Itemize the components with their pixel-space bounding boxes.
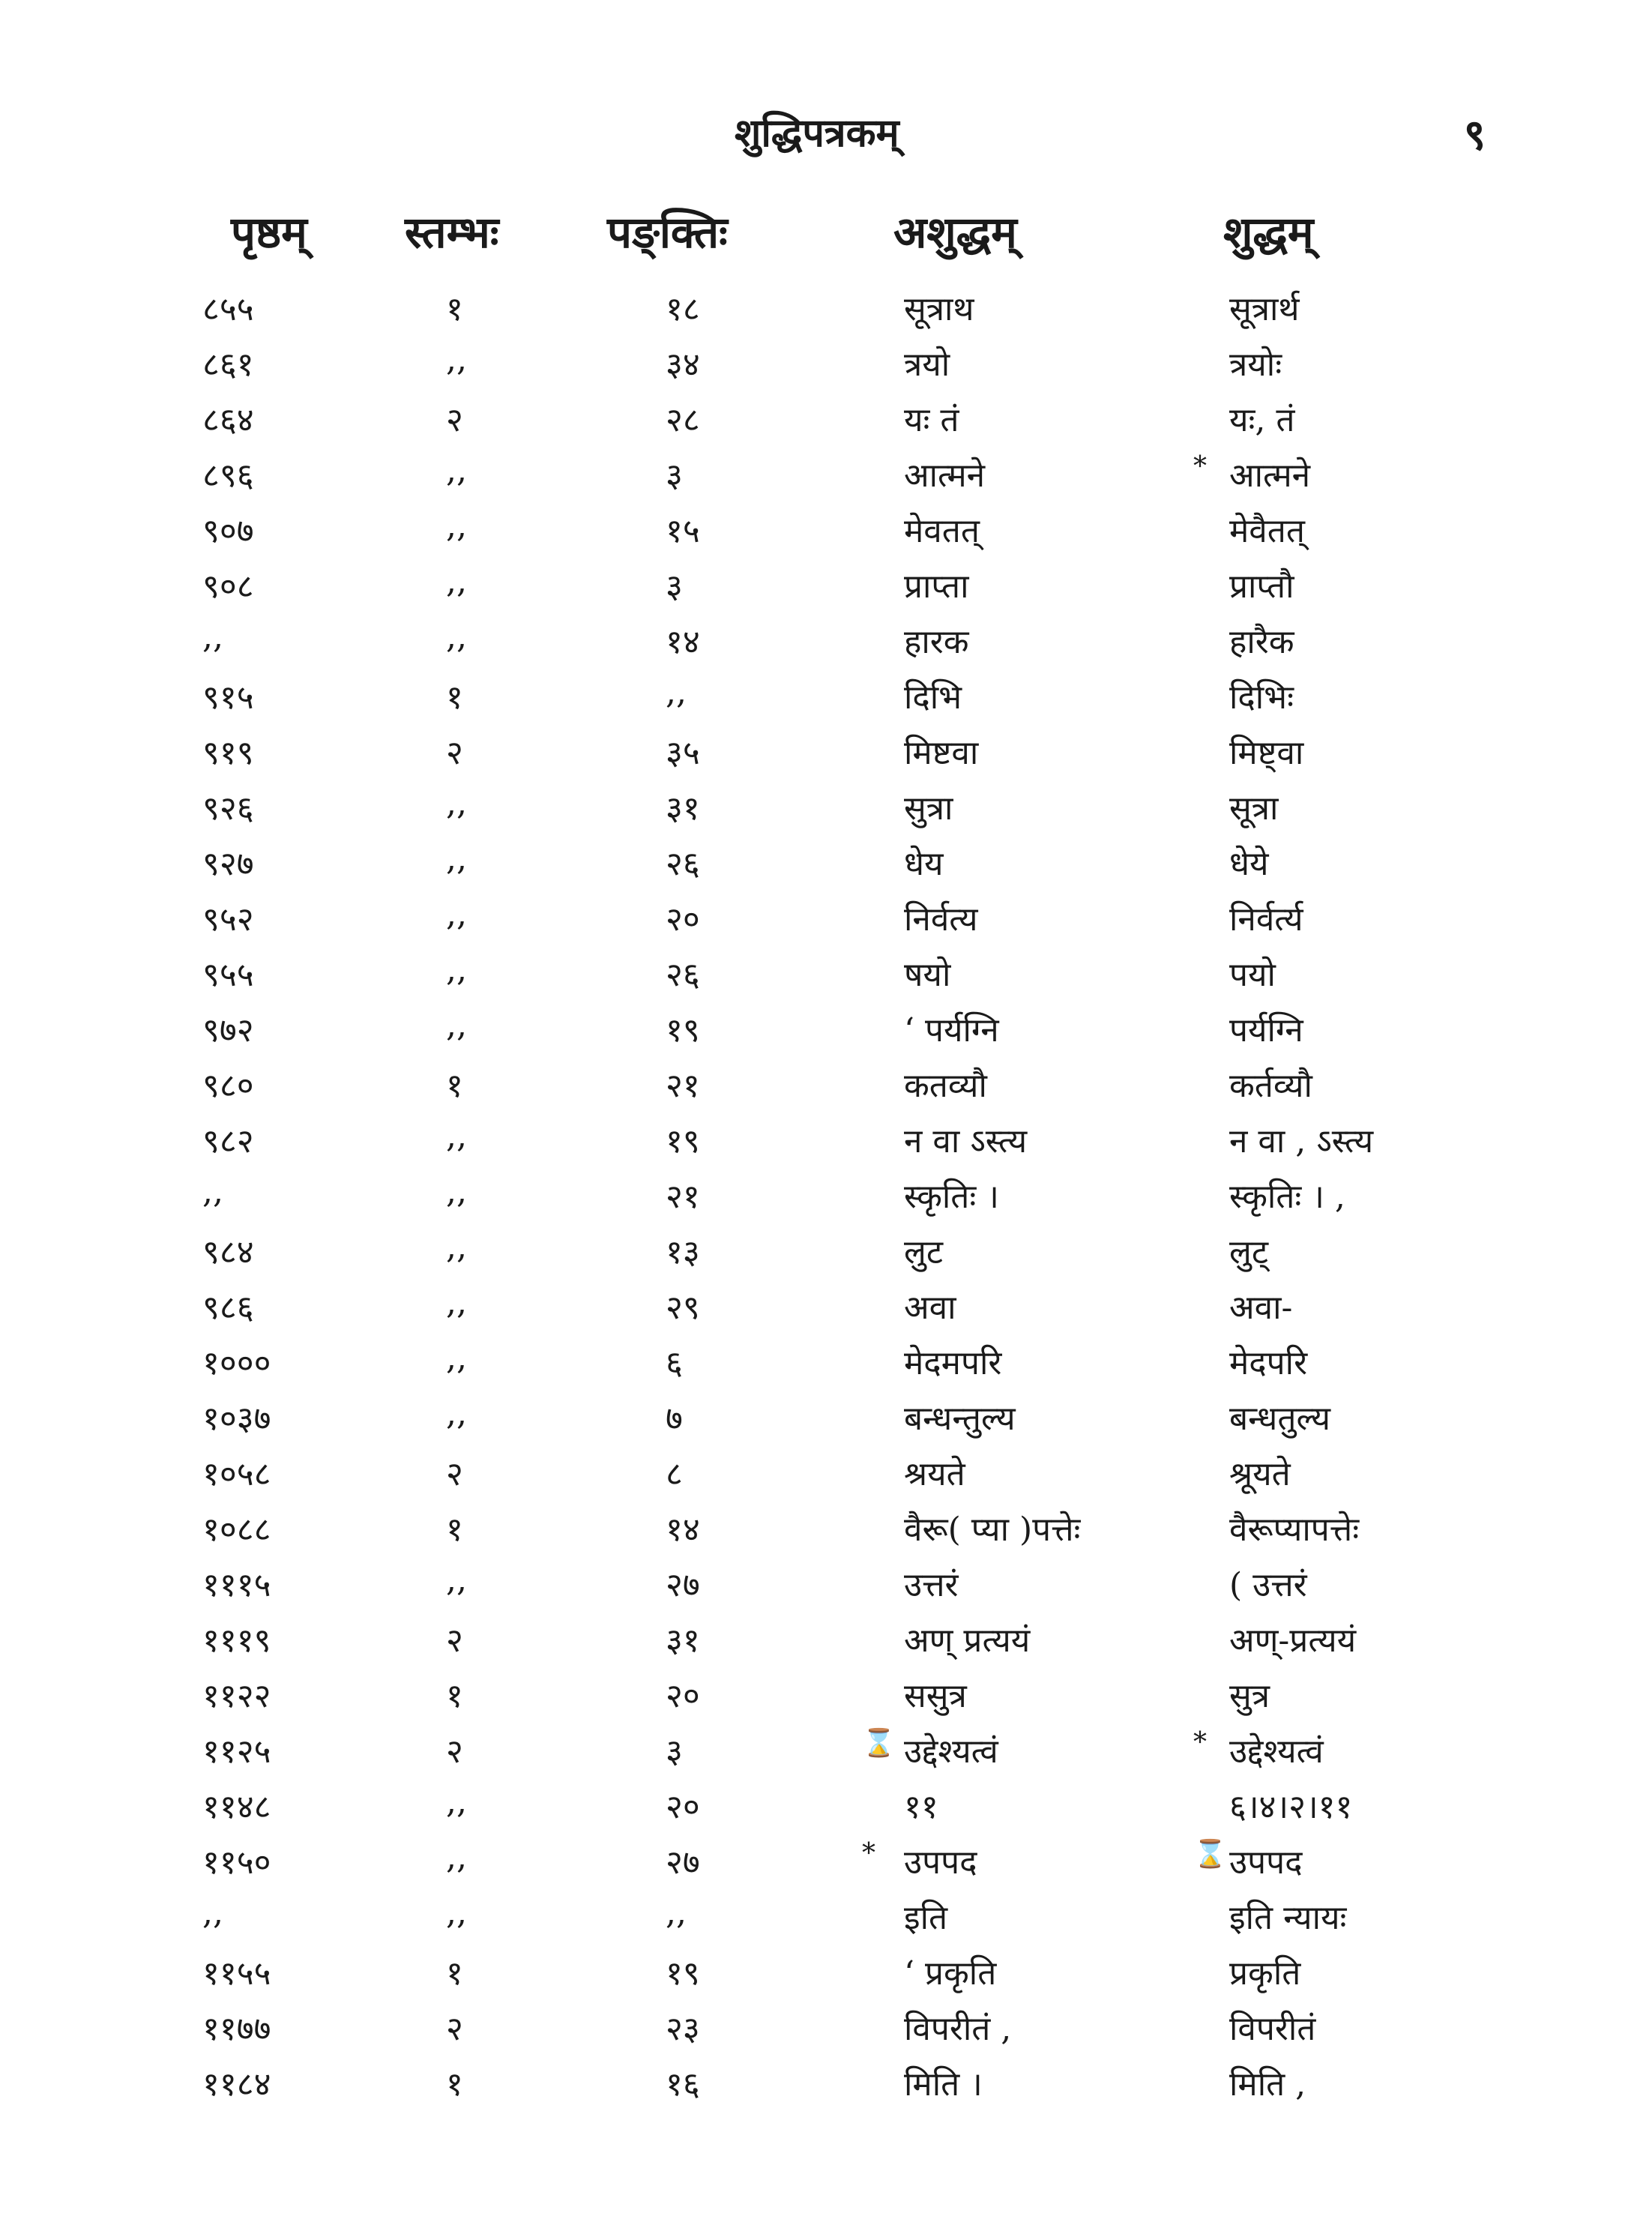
cell-correct: उद्देश्यत्वं (1229, 1732, 1324, 1771)
table-row (0, 396, 1652, 451)
table-row (0, 1062, 1652, 1117)
cell-incorrect: मिष्टवा (904, 734, 979, 772)
table-row (0, 562, 1652, 618)
cell-page: ९८२ (202, 1122, 254, 1160)
cell-line: २६ (666, 956, 700, 994)
cell-page: ११४८ (202, 1788, 271, 1826)
errata-table (0, 285, 1652, 2116)
cell-incorrect: धेय (904, 845, 944, 883)
cell-page: ८६१ (202, 346, 254, 384)
cell-incorrect: हारक (904, 623, 969, 661)
cell-line: २९ (666, 1289, 700, 1327)
cell-correct: पर्यग्नि (1229, 1011, 1303, 1050)
incorrect-marker-icon: ⌛ (862, 1728, 896, 1759)
cell-page: ९५५ (202, 956, 254, 994)
cell-page: १०५८ (202, 1455, 271, 1493)
cell-column: ,, (446, 784, 467, 822)
cell-column: १ (446, 290, 463, 328)
cell-incorrect: न वा ऽस्त्य (904, 1122, 1028, 1160)
table-row (0, 1616, 1652, 1672)
cell-correct: कर्तव्यौ (1229, 1067, 1312, 1105)
cell-line: १४ (666, 1511, 700, 1549)
cell-line: ,, (666, 1894, 687, 1932)
table-row (0, 1561, 1652, 1616)
cell-column: १ (446, 1067, 463, 1105)
cell-column: ,, (446, 1561, 467, 1599)
table-row (0, 1394, 1652, 1450)
cell-correct: सूत्रार्थ (1229, 290, 1300, 328)
table-row (0, 895, 1652, 951)
cell-line: २१ (666, 1178, 700, 1216)
table-row (0, 1450, 1652, 1505)
cell-page: ८५५ (202, 290, 254, 328)
table-row (0, 1283, 1652, 1339)
cell-correct: त्रयोः (1229, 346, 1282, 384)
cell-column: ,, (446, 1838, 467, 1876)
table-row (0, 1172, 1652, 1228)
cell-line: १९ (666, 1011, 700, 1050)
cell-line: ३१ (666, 789, 700, 828)
cell-correct: विपरीतं (1229, 2010, 1316, 2048)
cell-column: १ (446, 1511, 463, 1549)
cell-incorrect: त्रयो (904, 346, 950, 384)
table-row (0, 1894, 1652, 1949)
cell-line: २८ (666, 401, 700, 439)
cell-line: ३ (666, 457, 683, 495)
cell-incorrect: ‘ प्रकृति (904, 1954, 997, 1993)
cell-line: २३ (666, 2010, 700, 2048)
cell-correct: दिभिः (1229, 678, 1294, 717)
cell-incorrect: अण् प्रत्ययं (904, 1622, 1031, 1660)
cell-line: ३१ (666, 1622, 700, 1660)
cell-column: ,, (446, 1339, 467, 1377)
table-row (0, 1505, 1652, 1561)
cell-page: ११२२ (202, 1677, 271, 1715)
cell-page: ११२५ (202, 1732, 271, 1771)
cell-correct: प्राप्तौ (1229, 567, 1294, 606)
cell-column: ,, (446, 340, 467, 379)
cell-line: २० (666, 900, 700, 939)
cell-page: ९८४ (202, 1233, 254, 1271)
cell-correct: लुट् (1229, 1233, 1269, 1271)
table-row (0, 285, 1652, 340)
cell-line: २१ (666, 1067, 700, 1105)
cell-column: २ (446, 1622, 463, 1660)
cell-line: १३ (666, 1233, 700, 1271)
cell-page: ९२६ (202, 789, 254, 828)
table-row (0, 1672, 1652, 1727)
table-row (0, 1228, 1652, 1283)
cell-incorrect: ११ (904, 1788, 938, 1826)
header-column: स्तम्भः (405, 207, 499, 258)
incorrect-marker-icon: * (862, 1838, 875, 1869)
cell-incorrect: उपपद (904, 1843, 977, 1882)
cell-incorrect: दिभि (904, 678, 962, 717)
cell-page: ९७२ (202, 1011, 254, 1050)
cell-correct: प्रकृति (1229, 1954, 1301, 1993)
correct-marker-icon: * (1193, 1727, 1207, 1758)
cell-correct: वैरूप्यापत्तेः (1229, 1511, 1360, 1549)
cell-page: ९८० (202, 1067, 254, 1105)
table-row (0, 2060, 1652, 2116)
cell-column: ,, (446, 840, 467, 878)
cell-page: ११५० (202, 1843, 271, 1882)
cell-line: २७ (666, 1566, 700, 1604)
cell-page: ११७७ (202, 2010, 271, 2048)
cell-correct: हारैक (1229, 623, 1294, 661)
cell-page: ९१५ (202, 678, 254, 717)
cell-line: १८ (666, 290, 700, 328)
cell-line: ६ (666, 1344, 683, 1382)
cell-correct: स्कृतिः । , (1229, 1178, 1345, 1216)
cell-incorrect: अवा (904, 1289, 956, 1327)
cell-correct: उपपद (1229, 1843, 1303, 1882)
cell-incorrect: इति (904, 1899, 948, 1937)
table-row (0, 1783, 1652, 1838)
cell-line: १९ (666, 1122, 700, 1160)
cell-line: २० (666, 1788, 700, 1826)
cell-incorrect: विपरीतं , (904, 2010, 1012, 2048)
page-number: ९ (1463, 110, 1486, 160)
cell-correct: पयो (1229, 956, 1276, 994)
cell-page: ,, (202, 1894, 223, 1932)
table-row (0, 729, 1652, 784)
cell-incorrect: कतव्यौ (904, 1067, 987, 1105)
cell-incorrect: ‘ पर्यग्नि (904, 1011, 999, 1050)
cell-line: २० (666, 1677, 700, 1715)
cell-page: ९०८ (202, 567, 254, 606)
cell-page: ९५२ (202, 900, 254, 939)
cell-incorrect: मेदमपरि (904, 1344, 1002, 1382)
cell-line: २७ (666, 1843, 700, 1882)
cell-incorrect: षयो (904, 956, 951, 994)
cell-correct: बन्धतुल्य (1229, 1400, 1331, 1438)
correct-marker-icon: ⌛ (1193, 1839, 1227, 1870)
table-row (0, 2005, 1652, 2060)
cell-page: १११५ (202, 1566, 271, 1604)
cell-page: ८६४ (202, 401, 254, 439)
cell-line: १५ (666, 512, 700, 550)
cell-line: १४ (666, 623, 700, 661)
cell-column: २ (446, 1455, 463, 1493)
table-row (0, 1838, 1652, 1894)
cell-line: ३ (666, 1732, 683, 1771)
cell-incorrect: बन्धन्तुल्य (904, 1400, 1016, 1438)
table-row (0, 451, 1652, 507)
cell-incorrect: प्राप्ता (904, 567, 969, 606)
column-headers (0, 201, 1652, 261)
cell-incorrect: श्रयते (904, 1455, 965, 1493)
cell-column: २ (446, 1732, 463, 1771)
cell-column: ,, (446, 1394, 467, 1433)
cell-line: ८ (666, 1455, 683, 1493)
cell-page: १०८८ (202, 1511, 271, 1549)
cell-correct: धेये (1229, 845, 1269, 883)
cell-column: ,, (446, 1283, 467, 1322)
cell-line: ,, (666, 673, 687, 711)
cell-correct: मिष्ट्वा (1229, 734, 1304, 772)
cell-column: ,, (446, 562, 467, 600)
cell-correct: ( उत्तरं (1229, 1566, 1307, 1604)
cell-correct: श्रूयते (1229, 1455, 1291, 1493)
running-head-title: शुद्धिपत्रकम् (735, 110, 899, 156)
cell-page: ९८६ (202, 1289, 254, 1327)
cell-column: ,, (446, 1172, 467, 1211)
cell-line: ७ (666, 1400, 683, 1438)
cell-correct: अण्-प्रत्ययं (1229, 1622, 1357, 1660)
cell-incorrect: सूत्राथ (904, 290, 974, 328)
cell-line: ३ (666, 567, 683, 606)
cell-page: ११५५ (202, 1954, 271, 1993)
cell-column: २ (446, 401, 463, 439)
cell-page: ९०७ (202, 512, 254, 550)
cell-correct: सुत्र (1229, 1677, 1270, 1715)
cell-page: ११८४ (202, 2065, 271, 2104)
cell-column: ,, (446, 951, 467, 989)
table-row (0, 840, 1652, 895)
cell-incorrect: वैरू( प्या )पत्तेः (904, 1511, 1081, 1549)
table-row (0, 673, 1652, 729)
cell-column: २ (446, 734, 463, 772)
table-row (0, 340, 1652, 396)
cell-correct: ६।४।२।११ (1229, 1788, 1353, 1826)
cell-line: ३५ (666, 734, 700, 772)
cell-incorrect: यः तं (904, 401, 959, 439)
cell-column: ,, (446, 1228, 467, 1266)
cell-column: १ (446, 1954, 463, 1993)
correct-marker-icon: * (1193, 451, 1207, 482)
cell-line: १६ (666, 2065, 700, 2104)
cell-correct: मेवैतत् (1229, 512, 1305, 550)
cell-correct: मिति , (1229, 2065, 1306, 2104)
cell-page: १११९ (202, 1622, 271, 1660)
table-row (0, 618, 1652, 673)
cell-correct: इति न्यायः (1229, 1899, 1347, 1937)
cell-column: ,, (446, 1894, 467, 1932)
cell-column: १ (446, 1677, 463, 1715)
cell-line: ३४ (666, 346, 700, 384)
cell-column: १ (446, 2065, 463, 2104)
cell-correct: सूत्रा (1229, 789, 1279, 828)
cell-column: ,, (446, 1783, 467, 1821)
cell-incorrect: मेवतत् (904, 512, 980, 550)
cell-page: १००० (202, 1344, 271, 1382)
cell-correct: यः, तं (1229, 401, 1295, 439)
header-line: पङ्क्तिः (607, 207, 728, 258)
table-row (0, 951, 1652, 1006)
table-row (0, 1727, 1652, 1783)
cell-line: २६ (666, 845, 700, 883)
table-row (0, 1949, 1652, 2005)
header-correct: शुद्धम् (1223, 207, 1314, 258)
cell-incorrect: मिति । (904, 2065, 983, 2104)
cell-incorrect: आत्मने (904, 457, 986, 495)
table-row (0, 1117, 1652, 1172)
cell-column: १ (446, 678, 463, 717)
cell-line: १९ (666, 1954, 700, 1993)
cell-correct: अवा- (1229, 1289, 1293, 1327)
header-page: पृष्ठम् (231, 207, 307, 258)
header-incorrect: अशुद्धम् (893, 207, 1017, 258)
table-row (0, 1339, 1652, 1394)
cell-column: ,, (446, 1006, 467, 1044)
cell-column: २ (446, 2010, 463, 2048)
cell-correct: निर्वर्त्य (1229, 900, 1303, 939)
table-row (0, 1006, 1652, 1062)
cell-column: ,, (446, 618, 467, 656)
cell-incorrect: लुट (904, 1233, 944, 1271)
cell-correct: मेदपरि (1229, 1344, 1308, 1382)
cell-incorrect: सुत्रा (904, 789, 953, 828)
cell-correct: आत्मने (1229, 457, 1311, 495)
cell-incorrect: उद्देश्यत्वं (904, 1732, 998, 1771)
cell-column: ,, (446, 451, 467, 490)
cell-page: ,, (202, 1172, 223, 1211)
cell-incorrect: उत्तरं (904, 1566, 959, 1604)
cell-page: ९१९ (202, 734, 254, 772)
cell-incorrect: ससुत्र (904, 1677, 967, 1715)
cell-incorrect: स्कृतिः । (904, 1178, 999, 1216)
table-row (0, 507, 1652, 562)
cell-page: ,, (202, 618, 223, 656)
cell-page: १०३७ (202, 1400, 271, 1438)
cell-page: ८९६ (202, 457, 254, 495)
cell-column: ,, (446, 895, 467, 933)
cell-column: ,, (446, 507, 467, 545)
cell-correct: न वा , ऽस्त्य (1229, 1122, 1374, 1160)
cell-column: ,, (446, 1117, 467, 1155)
cell-page: ९२७ (202, 845, 254, 883)
cell-incorrect: निर्वत्य (904, 900, 978, 939)
table-row (0, 784, 1652, 840)
